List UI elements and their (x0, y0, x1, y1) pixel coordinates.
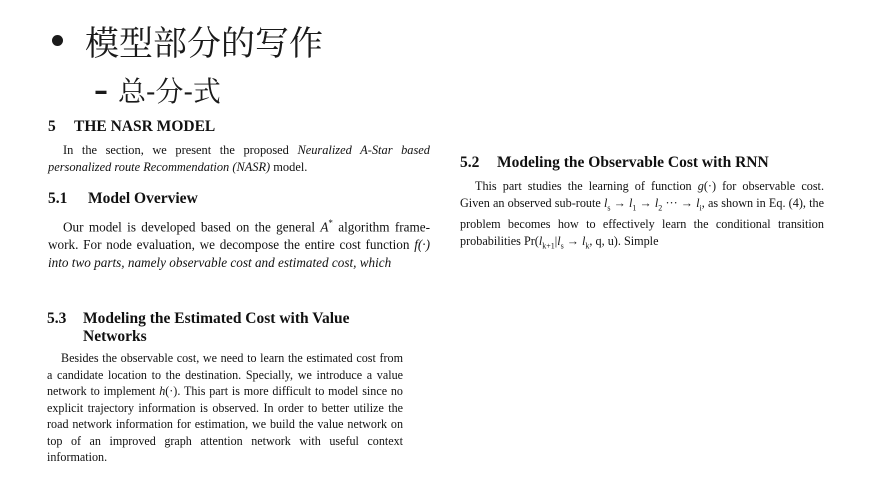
slide-bullet-heading (52, 16, 323, 65)
section-5-1-number: 5.1 (48, 190, 68, 207)
sec52-ls2-sub: s (560, 241, 564, 251)
section-5-3-title (47, 310, 407, 346)
sec52-arrow2: → (636, 195, 655, 210)
section-5-3-heading: Modeling the Estimated Cost with Value (83, 310, 350, 327)
sec52-c: (·) for observable cost. Given an observed sub-route (460, 179, 824, 210)
sec52-l2: l (654, 195, 659, 210)
sec52-li-sub: i (699, 202, 702, 212)
section-5-title (48, 118, 215, 136)
section-5-1-title (48, 190, 198, 208)
sec52-arrow1: → (610, 195, 629, 210)
sec52-g: g (697, 179, 704, 193)
sec52-bar: | (554, 233, 558, 248)
sec52-ls-sub: s (607, 202, 611, 212)
sec5-text-c: model. (270, 159, 308, 174)
sec51-text-A: A (320, 219, 329, 235)
section-5-3-heading-line2: Networks (83, 328, 147, 345)
sec52-lk-sub: k (585, 241, 590, 251)
slide-subheading (94, 70, 221, 110)
section-5-paragraph (48, 142, 430, 175)
sec51-text-star: * (328, 218, 333, 228)
sec52-l1-sub: 1 (632, 202, 637, 212)
sec53-a: Besides the observable cost, we need to learn the estimated cost from a candidate location to the destination. Specially, we introduce a value network to implement (47, 351, 403, 398)
section-5-3-paragraph (47, 350, 403, 466)
section-5-2-paragraph (460, 178, 824, 255)
sec52-l2-sub: 2 (658, 202, 663, 212)
sec52-ls: l (603, 195, 608, 210)
section-5-3-number: 5.3 (47, 310, 67, 327)
sub-dash: – (94, 73, 108, 107)
sec5-text-a: In the section, we present the proposed (63, 143, 298, 157)
sec51-text-a: Our model is developed based on the general (63, 219, 321, 235)
sec52-arrow3: → (563, 233, 583, 248)
section-5-2-heading: Modeling the Observable Cost with RNN (497, 154, 769, 171)
sec51-text-cut: f(·) into two parts, namely observable cost and estimated cost, which (48, 237, 430, 271)
section-5-2-title (460, 154, 769, 172)
sec52-lk1-sub: k+1 (542, 241, 555, 251)
sec52-lk1: l (538, 233, 543, 248)
sec53-c: (·). This part is more difficult to model since no explicit trajectory information is observed. In order to better utilize the road network information for estimation, we build the value network on top of an improved graph attention network with useful context information. (47, 384, 403, 464)
sec52-x: , q, u). Simple (589, 233, 659, 248)
sec52-dots: ··· → (662, 195, 697, 210)
section-5-1-heading: Model Overview (88, 190, 198, 207)
sec5-text-italic: Neuralized A-Star based personalized route Recommendation (NASR) (48, 143, 430, 174)
sec52-lk: l (582, 233, 586, 248)
section-5-2-number: 5.2 (460, 154, 480, 171)
sec51-text-d: algorithm frame-work. For node evaluation, we decompose the entire cost function (48, 219, 430, 253)
section-5-heading: THE NASR MODEL (74, 118, 216, 135)
section-5-number: 5 (48, 118, 56, 135)
sec52-ls2: l (557, 233, 561, 248)
sec53-h: h (159, 384, 166, 398)
bullet-dot (52, 35, 63, 46)
slide-heading-text: 模型部分的写作 (85, 24, 323, 64)
sec52-l1: l (629, 195, 633, 210)
sec52-a: This part studies the learning of function (475, 179, 698, 193)
slide-subheading-text: 总-分-式 (118, 75, 221, 108)
sec52-li: l (696, 195, 700, 210)
sec52-o: , as shown in Eq. (4), the problem becomes how to effectively learn the conditional transition probabilities Pr( (460, 195, 824, 248)
section-5-1-paragraph (48, 214, 430, 271)
